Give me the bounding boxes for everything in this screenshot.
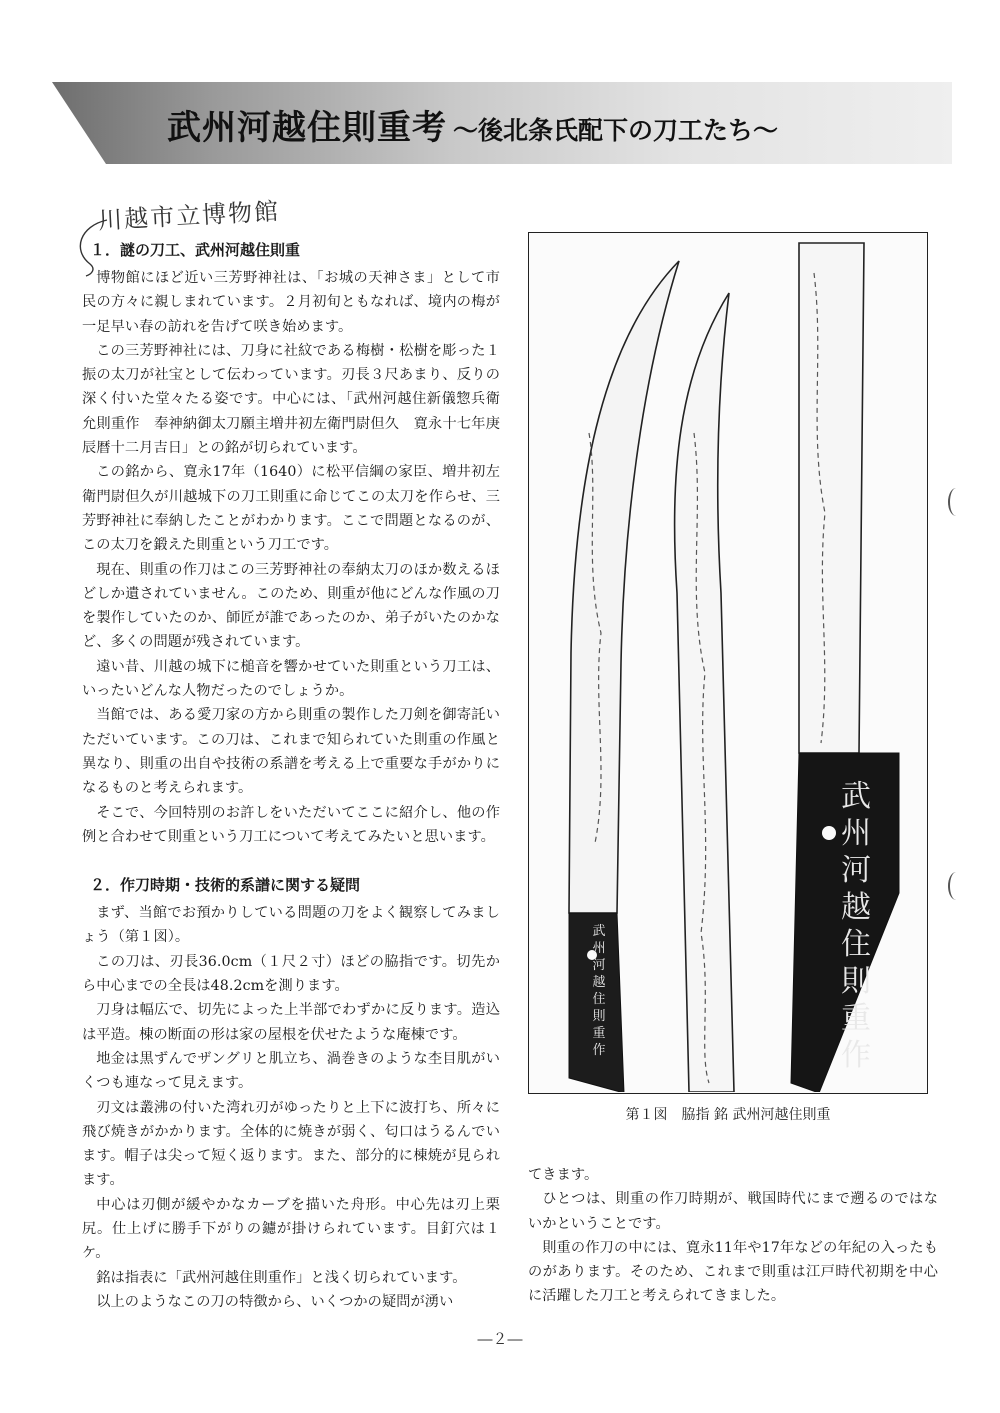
- inscription-char: 州: [592, 941, 606, 956]
- binder-hole: [948, 488, 964, 516]
- sword-left: [569, 261, 679, 1092]
- inscription-char: 武: [841, 779, 871, 814]
- section2-heading: ２．作刀時期・技術的系譜に関する疑問: [90, 876, 361, 895]
- inscription-char: 越: [592, 975, 606, 990]
- sword-figure: [528, 232, 928, 1094]
- section1-heading: １．謎の刀工、武州河越住則重: [90, 241, 301, 259]
- inscription-char: 州: [841, 816, 871, 851]
- right-paragraph: てきます。: [528, 1167, 599, 1183]
- sword-middle: [675, 293, 734, 1092]
- section2-paragraph: 銘は指表に「武州河越住則重作」と浅く切られています。: [96, 1269, 467, 1286]
- section-gap: [82, 849, 500, 873]
- section2-paragraph: 刃文は叢沸の付いた湾れ刃がゆったりと上下に波打ち、所々に飛び焼きがかかります。全体的に焼きが弱く、匂口はうるんでいます。帽子は尖って短く返ります。また、部分的に棟焼が見られます。: [82, 1099, 500, 1189]
- title-main: 武州河越住則重考: [167, 108, 447, 148]
- inscription-char: 武: [592, 924, 606, 939]
- section1-paragraph: この三芳野神社には、刀身に社紋である梅樹・松樹を彫った１振の太刀が社宝として伝わっています。刃長３尺あまり、反りの深く付いた堂々たる姿です。中心には、「武州河越住新儀惣兵衛允則重作 奉神納御太刀願主増井初左衛門尉但久 寛永十七年庚辰暦十二月吉日」との銘が切られています。: [82, 342, 500, 457]
- section1-paragraph: 遠い昔、川越の城下に槌音を響かせていた則重という刀工は、いったいどんな人物だったのでしょうか。: [82, 658, 500, 700]
- title-sub: ～後北条氏配下の刀工たち～: [453, 116, 779, 145]
- section1-paragraph: この銘から、寛永17年（1640）に松平信綱の家臣、増井初左衛門尉但久が川越城下の刀工則重に命じてこの太刀を作らせ、三芳野神社に奉納したことがわかります。ここで問題となるのが、この太刀を鍛えた則重という刀工です。: [82, 464, 500, 554]
- section2-paragraph: 地金は黒ずんでザングリと肌立ち、渦巻きのような杢目肌がいくつも連なって見えます。: [82, 1050, 500, 1092]
- tang-inscription-right: [834, 778, 878, 1074]
- section2-paragraph: まず、当館でお預かりしている問題の刀をよく観察してみましょう（第１図）。: [82, 905, 500, 946]
- section1-paragraph: 当館では、ある愛刀家の方から則重の製作した刀剣を御寄託いただいています。この刀は、これまで知られていた則重の作風と異なり、則重の出自や技術の系譜を考える上で重要な手がかりになるものと考えられます。: [82, 707, 500, 797]
- inscription-char: 河: [841, 853, 871, 888]
- tang-inscription-left: [589, 923, 609, 1059]
- inscription-char: 住: [592, 992, 606, 1007]
- inscription-char: 作: [841, 1038, 871, 1073]
- section2-paragraph: 以上のようなこの刀の特徴から、いくつかの疑問が湧い: [96, 1293, 454, 1310]
- page-title: [167, 100, 778, 149]
- title-banner: [52, 82, 952, 164]
- inscription-char: 重: [592, 1026, 606, 1041]
- inscription-char: 重: [841, 1001, 871, 1036]
- left-column: [82, 238, 500, 1314]
- inscription-char: 作: [592, 1043, 606, 1058]
- inscription-char: 住: [841, 927, 871, 962]
- section2-paragraph: この刀は、刃長36.0cm（１尺２寸）ほどの脇指です。切先から中心までの全長は48.2cmを測ります。: [82, 953, 500, 995]
- right-paragraph: 則重の作刀の中には、寛永11年や17年などの年紀の入ったものがあります。そのため、これまで則重は江戸時代初期を中心に活躍した刀工と考えられてきました。: [528, 1239, 938, 1305]
- section1-paragraph: 博物館にほど近い三芳野神社は、「お城の天神さま」として市民の方々に親しまれています。２月初旬ともなれば、境内の梅が一足早い春の訪れを告げて咲き始めます。: [82, 270, 500, 335]
- section1-paragraph: 現在、則重の作刀はこの三芳野神社の奉納太刀のほか数えるほどしか遺されていません。このため、則重が他にどんな作風の刀を製作していたのか、師匠が誰であったのか、弟子がいたのかなど、多くの問題が残されています。: [82, 561, 500, 651]
- inscription-char: 河: [592, 958, 606, 973]
- section2-paragraph: 中心は刃側が緩やかなカーブを描いた舟形。中心先は刃上栗尻。仕上げに勝手下がりの鑢が掛けられています。目釘穴は１ケ。: [82, 1196, 500, 1262]
- figure-caption: 第１図 脇指 銘 武州河越住則重: [625, 1107, 831, 1123]
- page-number: ―２―: [477, 1330, 523, 1348]
- inscription-char: 則: [592, 1009, 606, 1024]
- section2-paragraph: 刀身は幅広で、切先によった上半部でわずかに反ります。造込は平造。棟の断面の形は家の屋根を伏せたような庵棟です。: [82, 1002, 500, 1043]
- right-column: [528, 1163, 938, 1309]
- inscription-char: 越: [841, 890, 871, 925]
- inscription-char: 則: [841, 964, 871, 999]
- right-paragraph: ひとつは、則重の作刀時期が、戦国時代にまで遡るのではないかということです。: [528, 1191, 938, 1232]
- section1-paragraph: そこで、今回特別のお許しをいただいてここに紹介し、他の作例と合わせて則重という刀工について考えてみたいと思います。: [82, 804, 500, 845]
- binder-hole: [948, 872, 964, 900]
- handwritten-note: 川越市立博物館: [97, 197, 281, 235]
